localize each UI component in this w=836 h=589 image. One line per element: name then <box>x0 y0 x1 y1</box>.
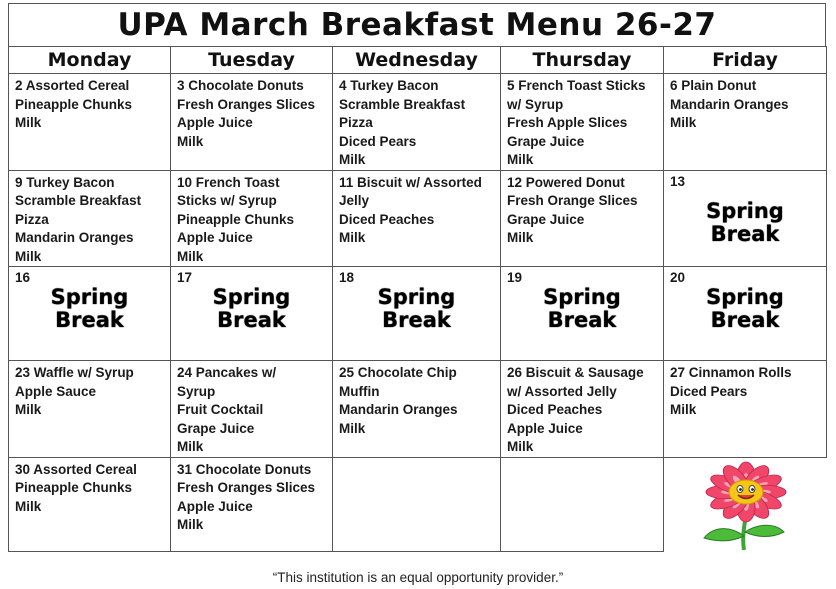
day-number: 26 <box>507 365 523 380</box>
menu-weeks <box>9 74 827 552</box>
menu-item: Milk <box>15 248 42 264</box>
menu-item-text: Plain Donut <box>681 78 757 93</box>
day-cell <box>333 361 501 458</box>
menu-item: Milk <box>339 152 366 167</box>
menu-item-first <box>339 364 494 383</box>
menu-item-first <box>15 364 164 383</box>
menu-item-first <box>670 77 820 96</box>
menu-item: Jelly <box>339 193 370 208</box>
menu-item: Diced Peaches <box>339 211 435 227</box>
day-number: 24 <box>177 365 193 380</box>
menu-item: Milk <box>507 230 534 245</box>
menu-item: w/ Assorted Jelly <box>507 383 617 399</box>
day-cell <box>664 170 827 267</box>
day-cell <box>9 74 171 171</box>
menu-item: Milk <box>339 420 366 436</box>
day-number: 13 <box>670 173 686 189</box>
day-number: 23 <box>15 365 31 380</box>
flower-icon <box>684 458 808 550</box>
menu-item: Mandarin Oranges <box>339 402 458 417</box>
empty-day-cell <box>333 457 501 551</box>
spring-break-word: Spring <box>50 285 129 309</box>
day-number: 19 <box>507 270 523 285</box>
day-number: 9 <box>15 174 23 190</box>
day-cell <box>9 170 171 267</box>
menu-item-text: French Toast Sticks <box>518 78 646 93</box>
menu-item: Scramble Breakfast <box>15 193 142 208</box>
spring-break-label <box>507 286 657 332</box>
weekday-header-row <box>9 47 827 74</box>
menu-item: Diced Pears <box>339 133 417 149</box>
week-row <box>9 361 827 458</box>
flower-cell <box>664 457 827 551</box>
spring-break-text <box>213 286 291 332</box>
day-number: 11 <box>339 174 354 190</box>
menu-item: Fresh Oranges Slices <box>177 480 316 495</box>
menu-item-first <box>15 77 164 96</box>
day-cell <box>171 267 333 361</box>
menu-item: Diced Peaches <box>507 402 603 417</box>
menu-item: Milk <box>670 115 697 130</box>
menu-item: w/ Syrup <box>507 96 564 112</box>
menu-item: Apple Sauce <box>15 383 97 399</box>
menu-table <box>8 46 827 552</box>
weekday-tuesday: Tuesday <box>171 47 333 74</box>
menu-item-text: Chocolate Donuts <box>195 461 312 477</box>
spring-break-word: Break <box>55 308 124 332</box>
weekday-thursday: Thursday <box>501 47 664 74</box>
spring-break-word: Spring <box>212 285 291 309</box>
menu-item: Fresh Oranges Slices <box>177 96 316 112</box>
menu-item-text: Turkey Bacon <box>26 174 115 190</box>
menu-item: Syrup <box>177 383 216 399</box>
menu-item: Mandarin Oranges <box>15 230 134 245</box>
menu-item-text: French Toast <box>195 174 280 190</box>
menu-item: Milk <box>507 152 534 167</box>
menu-item: Mandarin Oranges <box>670 96 789 112</box>
menu-item-text: Cinnamon Rolls <box>688 365 792 380</box>
day-cell <box>9 457 171 551</box>
day-number: 25 <box>339 365 355 380</box>
spring-break-text <box>543 286 621 332</box>
day-cell <box>333 170 501 267</box>
menu-item: Pineapple Chunks <box>177 211 295 227</box>
spring-break-text <box>51 286 129 332</box>
menu-item-first <box>670 364 820 383</box>
day-cell <box>664 361 827 458</box>
day-cell <box>501 170 664 267</box>
menu-item: Milk <box>15 115 42 130</box>
menu-item-text: Biscuit & Sausage <box>525 365 644 380</box>
day-number: 27 <box>670 365 686 380</box>
day-number: 30 <box>15 461 31 477</box>
menu-item-text: Waffle w/ Syrup <box>33 365 134 380</box>
menu-item: Pizza <box>15 211 49 227</box>
day-number: 17 <box>177 270 193 285</box>
menu-item: Milk <box>177 517 204 532</box>
day-cell <box>9 361 171 458</box>
menu-item-text: Chocolate Chip <box>357 365 457 380</box>
menu-item: Apple Juice <box>177 498 253 514</box>
menu-item: Milk <box>507 439 534 454</box>
empty-day-cell <box>501 457 664 551</box>
spring-break-text <box>706 200 784 246</box>
day-number: 4 <box>339 78 347 93</box>
spring-break-text <box>378 286 456 332</box>
menu-item: Milk <box>177 133 204 149</box>
week-row <box>9 267 827 361</box>
spring-break-word: Break <box>710 308 780 332</box>
menu-item: Muffin <box>339 383 380 399</box>
footer-statement: “This institution is an equal opportunity provider.” <box>272 570 564 585</box>
day-cell <box>171 457 333 551</box>
spring-break-word: Spring <box>543 285 621 309</box>
day-number: 2 <box>15 78 23 93</box>
menu-item-text: Biscuit w/ Assorted <box>357 174 482 190</box>
day-cell <box>171 170 333 267</box>
day-number: 18 <box>339 270 355 285</box>
spring-break-label <box>15 286 164 332</box>
menu-item: Grape Juice <box>507 133 585 149</box>
day-cell <box>333 74 501 171</box>
week-row <box>9 457 827 551</box>
spring-break-word: Spring <box>377 285 456 309</box>
day-number: 20 <box>670 270 686 285</box>
day-number: 5 <box>507 78 515 93</box>
menu-item: Fresh Orange Slices <box>507 193 638 208</box>
day-cell <box>501 267 664 361</box>
menu-item-text: Powered Donut <box>525 174 625 190</box>
spring-break-label <box>177 286 326 332</box>
day-number: 16 <box>15 270 31 285</box>
menu-item-first <box>177 174 326 193</box>
spring-break-word: Break <box>382 308 451 332</box>
day-number: 31 <box>177 461 193 477</box>
day-cell <box>664 267 827 361</box>
day-cell <box>664 74 827 171</box>
menu-item: Pineapple Chunks <box>15 96 133 112</box>
menu-item: Pizza <box>339 115 373 130</box>
day-number: 3 <box>177 78 185 93</box>
menu-item-first <box>15 174 164 193</box>
menu-item: Grape Juice <box>507 211 585 227</box>
menu-item: Apple Juice <box>177 115 253 130</box>
menu-item-text: Turkey Bacon <box>350 78 439 93</box>
spring-break-label <box>670 286 820 332</box>
spring-break-label <box>670 200 820 246</box>
menu-title: UPA March Breakfast Menu 26-27 <box>8 3 826 46</box>
day-cell <box>9 267 171 361</box>
menu-item: Milk <box>177 439 204 454</box>
day-cell <box>333 267 501 361</box>
menu-item-text: Assorted Cereal <box>25 78 130 93</box>
week-row <box>9 74 827 171</box>
weekday-monday: Monday <box>9 47 171 74</box>
menu-item: Grape Juice <box>177 420 255 436</box>
menu-item: Fresh Apple Slices <box>507 115 628 130</box>
weekday-wednesday: Wednesday <box>333 47 501 74</box>
menu-item-first <box>507 77 657 96</box>
day-number: 6 <box>670 78 678 93</box>
day-number: 12 <box>507 174 523 190</box>
spring-break-text <box>706 286 784 332</box>
menu-item: Sticks w/ Syrup <box>177 193 277 208</box>
menu-item-first <box>177 461 326 480</box>
menu-item: Fruit Cocktail <box>177 402 264 417</box>
weekday-friday: Friday <box>664 47 827 74</box>
menu-item-text: Assorted Cereal <box>33 461 137 477</box>
spring-break-word: Break <box>217 308 286 332</box>
menu-item-first <box>177 364 326 383</box>
week-row <box>9 170 827 267</box>
spring-break-word: Break <box>710 221 780 246</box>
menu-item: Milk <box>177 248 204 264</box>
spring-break-label <box>339 286 494 332</box>
spring-break-word: Break <box>547 308 617 332</box>
menu-item: Milk <box>339 230 366 245</box>
menu-item: Milk <box>15 402 42 417</box>
day-cell <box>501 74 664 171</box>
spring-break-word: Spring <box>706 285 784 309</box>
menu-item-first <box>15 461 164 480</box>
menu-item: Apple Juice <box>177 230 253 245</box>
day-cell <box>501 361 664 458</box>
menu-item-first <box>507 174 657 193</box>
menu-item: Milk <box>670 402 697 417</box>
menu-item: Milk <box>15 498 42 514</box>
day-number: 10 <box>177 174 193 190</box>
spring-break-word: Spring <box>706 198 784 223</box>
day-cell <box>171 74 333 171</box>
menu-item: Scramble Breakfast <box>339 96 466 112</box>
menu-item-text: Pancakes w/ <box>195 365 277 380</box>
menu-item: Diced Pears <box>670 383 748 399</box>
menu-item: Apple Juice <box>507 420 583 436</box>
menu-item-first <box>507 364 657 383</box>
menu-item-first <box>339 174 494 193</box>
menu-item: Pineapple Chunks <box>15 480 133 495</box>
menu-item-text: Chocolate Donuts <box>188 78 304 93</box>
day-cell <box>171 361 333 458</box>
menu-item-first <box>177 77 326 96</box>
menu-calendar <box>8 3 826 552</box>
menu-item-first <box>339 77 494 96</box>
